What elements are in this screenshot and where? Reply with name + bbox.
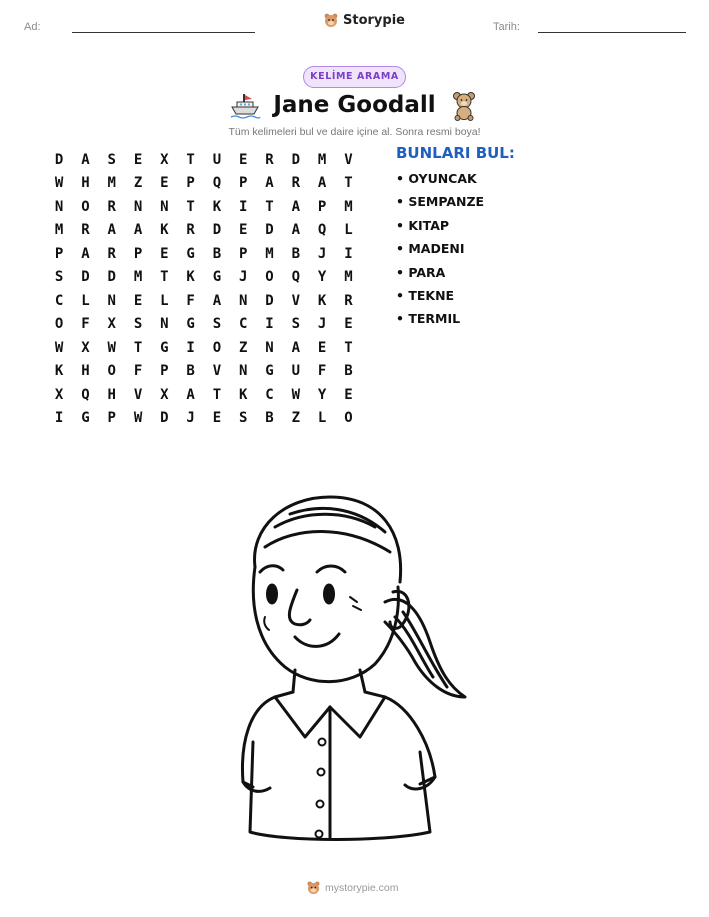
grid-cell[interactable]: P	[160, 363, 169, 380]
grid-cell[interactable]: O	[212, 339, 222, 356]
grid-cell[interactable]: P	[107, 410, 116, 427]
grid-cell[interactable]: W	[54, 175, 64, 192]
grid-cell[interactable]: E	[344, 386, 353, 403]
grid-cell[interactable]: S	[107, 151, 116, 168]
grid-cell[interactable]: A	[317, 175, 327, 192]
grid-row	[46, 336, 362, 360]
grid-cell[interactable]: A	[133, 222, 143, 239]
grid-cell[interactable]: D	[291, 151, 301, 168]
word-list-item: • TERMIL	[396, 311, 461, 327]
date-label: Tarih:	[493, 21, 520, 33]
grid-cell[interactable]: P	[239, 175, 248, 192]
grid-cell[interactable]: N	[239, 363, 248, 380]
grid-cell[interactable]: X	[160, 386, 169, 403]
grid-cell[interactable]: K	[317, 292, 327, 309]
grid-row	[46, 195, 362, 219]
grid-cell[interactable]: T	[133, 339, 143, 356]
grid-row	[46, 242, 362, 266]
grid-cell[interactable]: G	[160, 339, 169, 356]
grid-cell[interactable]: B	[265, 410, 274, 427]
grid-row	[46, 313, 362, 337]
grid-cell[interactable]: B	[186, 363, 195, 380]
grid-cell[interactable]: O	[107, 363, 116, 380]
grid-cell[interactable]: T	[212, 386, 222, 403]
grid-cell[interactable]: F	[81, 316, 90, 333]
grid-cell[interactable]: N	[133, 198, 143, 215]
footer-logo-icon	[306, 880, 321, 895]
grid-cell[interactable]: S	[239, 410, 248, 427]
grid-cell[interactable]: Q	[317, 222, 327, 239]
grid-cell[interactable]: E	[160, 175, 169, 192]
grid-cell[interactable]: J	[186, 410, 195, 427]
grid-cell[interactable]: R	[344, 292, 353, 309]
grid-cell[interactable]: T	[344, 175, 353, 192]
grid-cell[interactable]: J	[317, 316, 327, 333]
grid-cell[interactable]: O	[265, 269, 274, 286]
grid-cell[interactable]: C	[265, 386, 274, 403]
grid-cell[interactable]: K	[160, 222, 169, 239]
grid-cell[interactable]: I	[344, 245, 353, 262]
grid-cell[interactable]: E	[133, 292, 143, 309]
grid-cell[interactable]: G	[186, 316, 195, 333]
grid-cell[interactable]: F	[186, 292, 195, 309]
grid-cell[interactable]: V	[212, 363, 222, 380]
grid-cell[interactable]: Z	[239, 339, 248, 356]
grid-cell[interactable]: A	[265, 175, 274, 192]
grid-cell[interactable]: A	[186, 386, 195, 403]
grid-cell[interactable]: Q	[212, 175, 222, 192]
grid-cell[interactable]: I	[186, 339, 195, 356]
grid-cell[interactable]: Q	[291, 269, 301, 286]
grid-cell[interactable]: D	[107, 269, 116, 286]
grid-cell[interactable]: T	[186, 198, 195, 215]
grid-cell[interactable]: I	[54, 410, 64, 427]
grid-row	[46, 407, 362, 431]
instructions: Tüm kelimeleri bul ve daire içine al. Sonra resmi boya!	[228, 126, 481, 138]
grid-cell[interactable]: L	[81, 292, 90, 309]
grid-cell[interactable]: P	[133, 245, 143, 262]
grid-row	[46, 219, 362, 243]
grid-cell[interactable]: P	[186, 175, 195, 192]
grid-cell[interactable]: G	[265, 363, 274, 380]
grid-row	[46, 360, 362, 384]
grid-cell[interactable]: W	[291, 386, 301, 403]
grid-cell[interactable]: S	[133, 316, 143, 333]
grid-cell[interactable]: G	[81, 410, 90, 427]
word-list-item: • TEKNE	[396, 287, 455, 303]
date-line	[538, 32, 686, 33]
word-list-title: BUNLARI BUL:	[396, 144, 515, 162]
grid-cell[interactable]: D	[265, 222, 274, 239]
grid-cell[interactable]: H	[107, 386, 116, 403]
grid-cell[interactable]: U	[212, 151, 222, 168]
grid-cell[interactable]: H	[81, 363, 90, 380]
grid-cell[interactable]: P	[239, 245, 248, 262]
grid-cell[interactable]: W	[133, 410, 143, 427]
grid-cell[interactable]: X	[54, 386, 64, 403]
grid-cell[interactable]: I	[265, 316, 274, 333]
grid-cell[interactable]: E	[133, 151, 143, 168]
grid-cell[interactable]: A	[81, 245, 90, 262]
grid-cell[interactable]: Y	[317, 386, 327, 403]
grid-cell[interactable]: K	[186, 269, 195, 286]
grid-cell[interactable]: J	[239, 269, 248, 286]
name-line	[72, 32, 255, 33]
footer-url: mystorypie.com	[325, 881, 399, 894]
grid-cell[interactable]: X	[107, 316, 116, 333]
grid-cell[interactable]: A	[212, 292, 222, 309]
grid-cell[interactable]: I	[239, 198, 248, 215]
grid-cell[interactable]: W	[54, 339, 64, 356]
page-title: Jane Goodall	[273, 92, 436, 118]
grid-cell[interactable]: X	[160, 151, 169, 168]
grid-cell[interactable]: A	[291, 222, 301, 239]
grid-cell[interactable]: E	[239, 151, 248, 168]
grid-cell[interactable]: W	[107, 339, 116, 356]
grid-cell[interactable]: M	[344, 269, 353, 286]
activity-badge: KELİME ARAMA	[303, 66, 406, 88]
word-list-item: • OYUNCAK	[396, 171, 477, 186]
grid-cell[interactable]: J	[317, 245, 327, 262]
grid-row	[46, 172, 362, 196]
storypie-logo-icon	[323, 12, 339, 28]
brand-name: Storypie	[343, 12, 405, 28]
grid-cell[interactable]: N	[239, 292, 248, 309]
teddy-bear-icon	[450, 91, 478, 121]
word-search-grid	[46, 148, 362, 430]
grid-row	[46, 289, 362, 313]
grid-cell[interactable]: T	[160, 269, 169, 286]
grid-cell[interactable]: F	[317, 363, 327, 380]
grid-cell[interactable]: B	[291, 245, 301, 262]
grid-cell[interactable]: B	[344, 363, 353, 380]
grid-cell[interactable]: A	[291, 339, 301, 356]
grid-cell[interactable]: D	[160, 410, 169, 427]
grid-cell[interactable]: N	[54, 198, 64, 215]
grid-cell[interactable]: P	[54, 245, 64, 262]
grid-cell[interactable]: M	[317, 151, 327, 168]
grid-cell[interactable]: E	[160, 245, 169, 262]
grid-cell[interactable]: G	[186, 245, 195, 262]
word-list-item: • PARA	[396, 264, 446, 280]
word-list-item: • SEMPANZE	[396, 194, 485, 210]
grid-cell[interactable]: R	[291, 175, 301, 192]
grid-cell[interactable]: Z	[291, 410, 301, 427]
grid-row	[46, 148, 362, 172]
grid-cell[interactable]: R	[107, 198, 116, 215]
grid-cell[interactable]: X	[81, 339, 90, 356]
grid-cell[interactable]: R	[81, 222, 90, 239]
grid-cell[interactable]: E	[344, 316, 353, 333]
grid-cell[interactable]: S	[291, 316, 301, 333]
grid-cell[interactable]: F	[133, 363, 143, 380]
grid-cell[interactable]: P	[317, 198, 327, 215]
grid-cell[interactable]: O	[344, 410, 353, 427]
grid-cell[interactable]: L	[317, 410, 327, 427]
grid-cell[interactable]: U	[291, 363, 301, 380]
grid-cell[interactable]: T	[186, 151, 195, 168]
grid-row	[46, 266, 362, 290]
grid-cell[interactable]: E	[212, 410, 222, 427]
grid-cell[interactable]: S	[54, 269, 64, 286]
grid-cell[interactable]: R	[265, 151, 274, 168]
grid-cell[interactable]: G	[212, 269, 222, 286]
grid-cell[interactable]: T	[344, 339, 353, 356]
jane-goodall-illustration	[235, 492, 475, 852]
grid-cell[interactable]: C	[239, 316, 248, 333]
grid-cell[interactable]: L	[344, 222, 353, 239]
brand	[323, 12, 405, 28]
grid-cell[interactable]: N	[265, 339, 274, 356]
grid-cell[interactable]: K	[212, 198, 222, 215]
grid-cell[interactable]: R	[186, 222, 195, 239]
grid-row	[46, 383, 362, 407]
word-list-item: • MADENI	[396, 241, 465, 257]
grid-cell[interactable]: D	[265, 292, 274, 309]
grid-cell[interactable]: V	[291, 292, 301, 309]
grid-cell[interactable]: E	[239, 222, 248, 239]
worksheet-header	[0, 0, 709, 50]
grid-cell[interactable]: E	[317, 339, 327, 356]
grid-cell[interactable]: H	[81, 175, 90, 192]
grid-cell[interactable]: M	[54, 222, 64, 239]
grid-cell[interactable]: D	[81, 269, 90, 286]
word-list-item: • KITAP	[396, 217, 450, 233]
grid-cell[interactable]: B	[212, 245, 222, 262]
grid-cell[interactable]: M	[265, 245, 274, 262]
grid-cell[interactable]: M	[344, 198, 353, 215]
grid-cell[interactable]: L	[160, 292, 169, 309]
footer	[306, 880, 399, 895]
word-list	[396, 171, 484, 335]
grid-cell[interactable]: K	[54, 363, 64, 380]
grid-cell[interactable]: N	[160, 198, 169, 215]
grid-cell[interactable]: N	[160, 316, 169, 333]
grid-cell[interactable]: N	[107, 292, 116, 309]
grid-cell[interactable]: R	[107, 245, 116, 262]
grid-cell[interactable]: M	[133, 269, 143, 286]
grid-cell[interactable]: O	[81, 198, 90, 215]
ship-icon	[229, 92, 261, 120]
grid-cell[interactable]: V	[344, 151, 353, 168]
grid-cell[interactable]: Q	[81, 386, 90, 403]
grid-cell[interactable]: D	[212, 222, 222, 239]
grid-cell[interactable]: D	[54, 151, 64, 168]
grid-cell[interactable]: M	[107, 175, 116, 192]
grid-cell[interactable]: A	[291, 198, 301, 215]
grid-cell[interactable]: K	[239, 386, 248, 403]
grid-cell[interactable]: V	[133, 386, 143, 403]
name-label: Ad:	[24, 21, 41, 33]
grid-cell[interactable]: A	[81, 151, 90, 168]
grid-cell[interactable]: O	[54, 316, 64, 333]
grid-cell[interactable]: S	[212, 316, 222, 333]
grid-cell[interactable]: C	[54, 292, 64, 309]
grid-cell[interactable]: A	[107, 222, 116, 239]
grid-cell[interactable]: Z	[133, 175, 143, 192]
grid-cell[interactable]: Y	[317, 269, 327, 286]
grid-cell[interactable]: T	[265, 198, 274, 215]
